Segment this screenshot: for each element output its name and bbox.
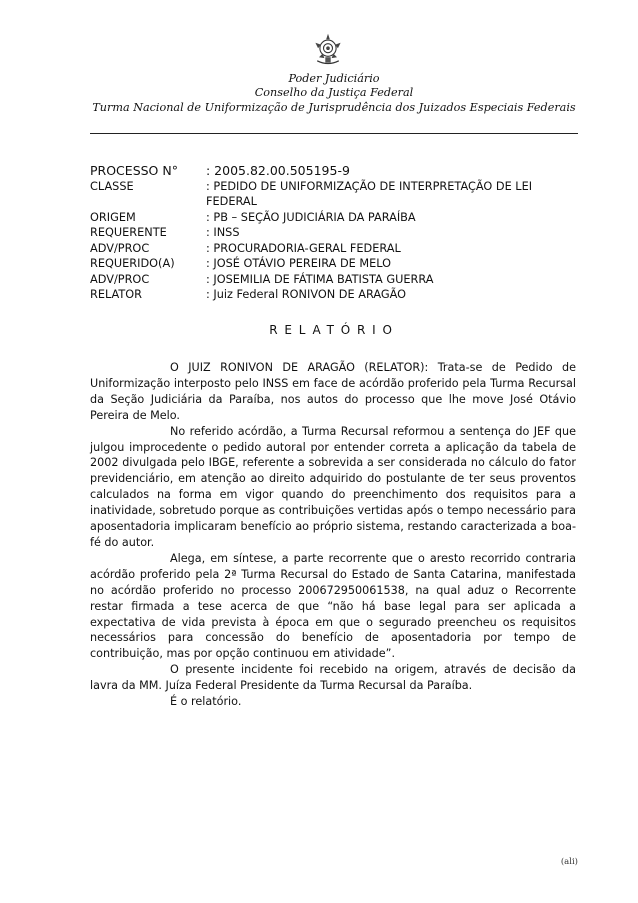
meta-value: : JOSÉ OTÁVIO PEREIRA DE MELO [206,257,392,270]
case-metadata [90,163,580,303]
letterhead-line-3: Turma Nacional de Uniformização de Jurisprudência dos Juizados Especiais Federais [92,101,576,114]
body-paragraph: Alega, em síntese, a parte recorrente que o aresto recorrido contraria acórdão proferido pela 2ª Turma Recursal do Estado de Santa Catarina, manifestada no acórdão proferido no processo 200672950061538, na qual aduz o Recorrente restar firmada a tese acerca de que “não há base legal para ser aplicada a expectativa de vida prevista à época em que o segurado preencheu os requisitos necessários para concessão do benefício de aposentadoria por tempo de contribuição, mas por opção continuou em atividade”. [90,551,576,661]
meta-key: ADV/PROC [90,241,150,255]
meta-key: RELATOR [90,288,143,301]
document-body [90,360,576,710]
meta-value: : JOSEMILIA DE FÁTIMA BATISTA GUERRA [206,272,434,286]
letterhead [90,72,578,115]
body-paragraph: No referido acórdão, a Turma Recursal reformou a sentença do JEF que julgou improcedente o pedido autoral por entender correta a aplicação da tabela de 2002 divulgada pelo IBGE, referente a sobrevida a ser considerada no cálculo do fator previdenciário, em atenção ao direito adquirido do postulante de ter seus proventos calculados na forma em vigor quando do preenchimento dos requisitos para a inatividade, sobretudo porque as contribuições vertidas após o tempo necessário para aposentadoria implicaram benefício ao próprio sistema, restando caracterizada a boa-fé do autor. [90,424,576,549]
meta-value: : PB – SEÇÃO JUDICIÁRIA DA PARAÍBA [206,210,416,224]
meta-row [90,256,580,272]
meta-row [90,163,580,179]
letterhead-line-1: Poder Judiciário [288,72,380,85]
meta-row [90,287,580,303]
meta-key: CLASSE [90,179,134,193]
meta-row [90,241,580,257]
meta-key: PROCESSO N° [90,163,178,178]
body-paragraph: É o relatório. [170,695,242,709]
meta-row [90,210,580,226]
meta-value: : Juiz Federal RONIVON DE ARAGÃO [206,288,407,301]
meta-row [90,272,580,288]
meta-key: ORIGEM [90,210,136,224]
meta-key: ADV/PROC [90,272,150,286]
coat-of-arms-icon [310,32,346,68]
meta-value: : PROCURADORIA-GERAL FEDERAL [206,241,401,255]
meta-row [90,179,580,210]
meta-value: : PEDIDO DE UNIFORMIZAÇÃO DE INTERPRETAÇÃO DE LEI FEDERAL [206,179,533,208]
header-divider [90,133,578,134]
meta-key: REQUERIDO(A) [90,257,175,270]
letterhead-line-2: Conselho da Justiça Federal [254,86,414,99]
meta-row [90,225,580,241]
body-paragraph: O presente incidente foi recebido na origem, através de decisão da lavra da MM. Juíza Federal Presidente da Turma Recursal da Paraíba. [90,663,576,693]
meta-key: REQUERENTE [90,226,167,239]
document-title: RELATÓRIO [269,323,399,337]
body-paragraph: O JUIZ RONIVON DE ARAGÃO (RELATOR): Trata-se de Pedido de Uniformização interposto pelo INSS em face de acórdão proferido pela Turma Recursal da Seção Judiciária da Paraíba, nos autos do processo que lhe move José Otávio Pereira de Melo. [90,361,576,422]
page-footer-mark: (ali) [560,857,578,867]
meta-value: : 2005.82.00.505195-9 [206,163,350,178]
meta-value: : INSS [206,226,240,239]
